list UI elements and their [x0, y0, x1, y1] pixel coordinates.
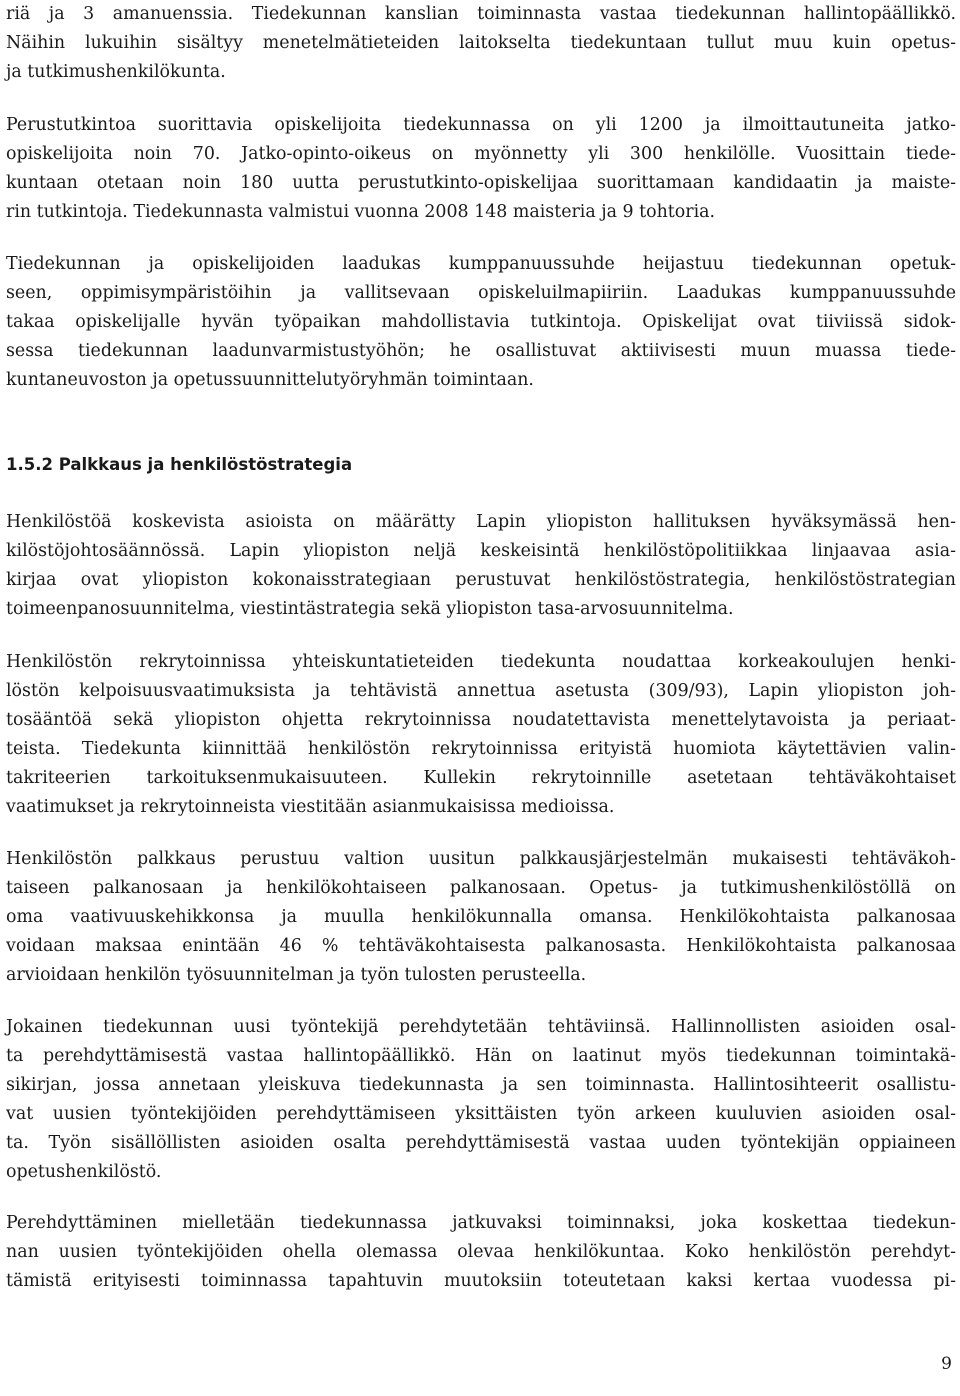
- text-line: Tiedekunnan ja opiskelijoiden laadukas kumppanuussuhde heijastuu tiedekunnan opetuk-: [6, 254, 956, 274]
- paragraph-partnership: [6, 250, 956, 395]
- text-line: ta perehdyttämisestä vastaa hallintopäällikkö. Hän on laatinut myös tiedekunnan toimintakä-: [6, 1046, 956, 1066]
- text-line: ta. Työn sisällöllisten asioiden osalta perehdyttämisestä vastaa uuden työntekijän oppiaineen: [6, 1133, 956, 1153]
- text-line: arvioidaan henkilön työsuunnitelman ja työn tulosten perusteella.: [6, 965, 587, 985]
- text-line: Henkilöstön rekrytoinnissa yhteiskuntatieteiden tiedekunta noudattaa korkeakoulujen henki-: [6, 652, 956, 672]
- text-line: teista. Tiedekunta kiinnittää henkilöstön rekrytoinnissa erityistä huomiota käytettävien valin-: [6, 739, 956, 759]
- text-line: Näihin lukuihin sisältyy menetelmätieteiden laitokselta tiedekuntaan tullut muu kuin opetus-: [6, 33, 956, 53]
- text-line: tämistä erityisesti toiminnassa tapahtuvin muutoksiin toteutetaan kaksi kertaa vuodessa pi-: [6, 1271, 956, 1291]
- paragraph-staff-count: [6, 0, 956, 87]
- text-line: riä ja 3 amanuenssia. Tiedekunnan kanslian toiminnasta vastaa tiedekunnan hallintopäällikkö.: [6, 4, 956, 24]
- text-line: kirjaa ovat yliopiston kokonaisstrategiaan perustuvat henkilöstöstrategia, henkilöstöstrategian: [6, 570, 956, 590]
- paragraph-continuous-orientation: [6, 1209, 956, 1296]
- text-line: löstön kelpoisuusvaatimuksista ja tehtävistä annettua asetusta (309/93), Lapin yliopiston joh-: [6, 681, 956, 701]
- text-line: opiskelijoita noin 70. Jatko-opinto-oikeus on myönnetty yli 300 henkilölle. Vuosittain tiede-: [6, 144, 956, 164]
- paragraph-hr-rules: [6, 508, 956, 624]
- text-line: takriteerien tarkoituksenmukaisuuteen. Kullekin rekrytoinnille asetetaan tehtäväkohtaiset: [6, 768, 956, 788]
- text-line: tosääntöä sekä yliopiston ohjetta rekrytoinnissa noudatettavista menettelytavoista ja periaat-: [6, 710, 956, 730]
- text-line: nan uusien työntekijöiden ohella olemassa olevaa henkilökuntaa. Koko henkilöstön perehdyt-: [6, 1242, 956, 1262]
- text-line: sikirjan, jossa annetaan yleiskuva tiedekunnasta ja sen toiminnasta. Hallintosihteerit osallistu-: [6, 1075, 956, 1095]
- text-line: vaatimukset ja rekrytoinneista viestitään asianmukaisissa medioissa.: [6, 797, 615, 817]
- text-line: takaa opiskelijalle hyvän työpaikan mahdollistavia tutkintoja. Opiskelijat ovat tiiviissä sidok-: [6, 312, 956, 332]
- text-line: kuntaan otetaan noin 180 uutta perustutkinto-opiskelijaa suorittamaan kandidaatin ja maiste-: [6, 173, 956, 193]
- text-line: taiseen palkanosaan ja henkilökohtaiseen palkanosaan. Opetus- ja tutkimushenkilöstöllä on: [6, 878, 956, 898]
- text-line: Jokainen tiedekunnan uusi työntekijä perehdytetään tehtäviinsä. Hallinnollisten asioiden osal-: [6, 1017, 956, 1037]
- text-line: Henkilöstöä koskevista asioista on määrätty Lapin yliopiston hallituksen hyväksymässä hen-: [6, 512, 956, 532]
- text-line: opetushenkilöstö.: [6, 1162, 162, 1182]
- text-line: rin tutkintoja. Tiedekunnasta valmistui vuonna 2008 148 maisteria ja 9 tohtoria.: [6, 202, 716, 222]
- paragraph-salary: [6, 845, 956, 990]
- paragraph-recruitment: [6, 648, 956, 822]
- text-line: ja tutkimushenkilökunta.: [6, 62, 226, 82]
- text-line: Perustutkintoa suorittavia opiskelijoita tiedekunnassa on yli 1200 ja ilmoittautuneita jatko-: [6, 115, 956, 135]
- section-heading: 1.5.2 Palkkaus ja henkilöstöstrategia: [6, 455, 353, 474]
- text-line: toimeenpanosuunnitelma, viestintästrategia sekä yliopiston tasa-arvosuunnitelma.: [6, 599, 734, 619]
- text-line: sessa tiedekunnan laadunvarmistustyöhön; he osallistuvat aktiivisesti muun muassa tiede-: [6, 341, 956, 361]
- text-line: Henkilöstön palkkaus perustuu valtion uusitun palkkausjärjestelmän mukaisesti tehtäväkoh-: [6, 849, 956, 869]
- page-number: 9: [941, 1354, 952, 1374]
- text-line: seen, oppimisympäristöihin ja vallitsevaan opiskeluilmapiiriin. Laadukas kumppanuussuhde: [6, 283, 956, 303]
- text-line: vat uusien työntekijöiden perehdyttämiseen yksittäisten työn arkeen kuuluvien asioiden osal-: [6, 1104, 956, 1124]
- text-line: kuntaneuvoston ja opetussuunnittelutyöryhmän toimintaan.: [6, 370, 534, 390]
- text-line: kilöstöjohtosäännössä. Lapin yliopiston neljä keskeisintä henkilöstöpolitiikkaa linjaavaa asia-: [6, 541, 956, 561]
- text-line: Perehdyttäminen mielletään tiedekunnassa jatkuvaksi toiminnaksi, joka koskettaa tiedekun-: [6, 1213, 956, 1233]
- paragraph-students: [6, 111, 956, 227]
- text-line: voidaan maksaa enintään 46 % tehtäväkohtaisesta palkanosasta. Henkilökohtaista palkanosaa: [6, 936, 956, 956]
- text-line: oma vaativuuskehikkonsa ja muulla henkilökunnalla omansa. Henkilökohtaista palkanosaa: [6, 907, 956, 927]
- paragraph-orientation: [6, 1013, 956, 1187]
